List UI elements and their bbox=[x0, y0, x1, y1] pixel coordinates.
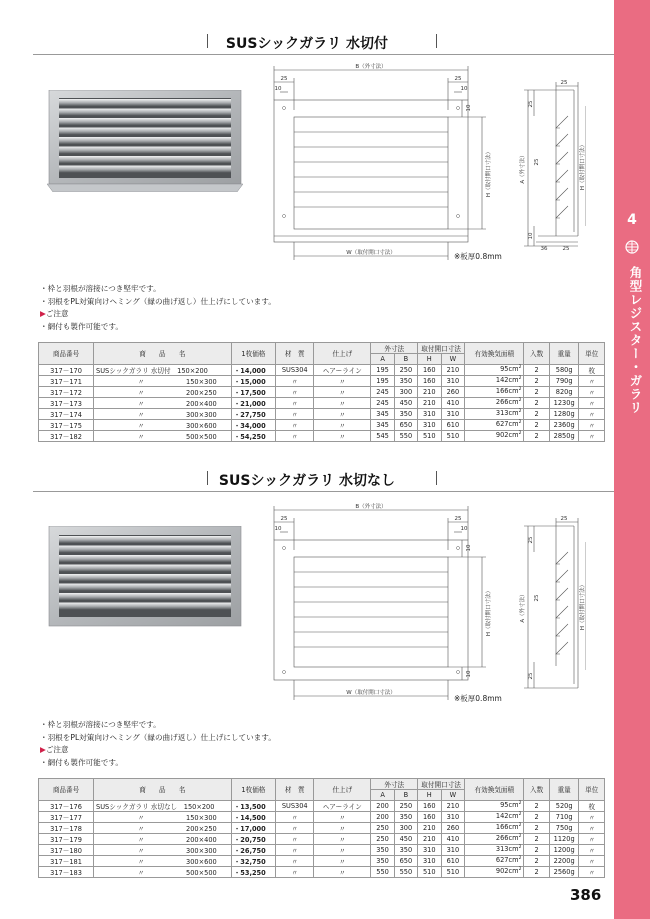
table-cell: ・32,750 bbox=[231, 855, 275, 866]
table-cell: ・14,000 bbox=[231, 364, 275, 375]
table-cell: 317－177 bbox=[39, 811, 94, 822]
table-header-cell: 入数 bbox=[524, 779, 549, 801]
table-cell: 300 bbox=[394, 822, 417, 833]
table-cell: 310 bbox=[441, 811, 465, 822]
table-header-cell: H bbox=[418, 354, 442, 365]
table-cell: 〃 bbox=[314, 844, 371, 855]
table-cell: 317－178 bbox=[39, 822, 94, 833]
table-cell: 〃 bbox=[579, 811, 605, 822]
table-cell: ヘアーライン bbox=[314, 364, 371, 375]
table-cell: 〃 bbox=[276, 375, 314, 386]
table-cell: 520g bbox=[549, 800, 579, 811]
dim-10-left: 10 bbox=[274, 526, 282, 532]
table-cell: 310 bbox=[441, 375, 465, 386]
side-dim-25-upper: 25 bbox=[528, 100, 534, 108]
table-cell: 317－180 bbox=[39, 844, 94, 855]
table-cell: 195 bbox=[371, 375, 394, 386]
table-cell: $142cm^2$ bbox=[465, 811, 524, 822]
table-cell: 210 bbox=[418, 822, 442, 833]
table-cell: 260 bbox=[441, 386, 465, 397]
table-cell: 2 bbox=[524, 408, 549, 419]
table-header-cell: A bbox=[371, 354, 394, 365]
table-cell: SUS304 bbox=[276, 800, 314, 811]
section-title: SUSシックガラリ 水切なし bbox=[218, 473, 396, 489]
chapter-label: 角型レジスター・ガラリ bbox=[628, 266, 643, 415]
table-cell: 345 bbox=[371, 419, 394, 430]
table-cell: 750g bbox=[549, 822, 579, 833]
table-cell: 550 bbox=[394, 430, 417, 441]
table-cell: 250 bbox=[394, 364, 417, 375]
table-cell: 195 bbox=[371, 364, 394, 375]
table-cell: ヘアーライン bbox=[314, 800, 371, 811]
table-cell: 〃 bbox=[314, 833, 371, 844]
table-cell: 610 bbox=[441, 855, 465, 866]
table-cell: $166cm^2$ bbox=[465, 386, 524, 397]
side-dim-25-bottom: 25 bbox=[562, 246, 570, 252]
spec-table bbox=[38, 778, 605, 878]
table-cell: 317－174 bbox=[39, 408, 94, 419]
table-cell: ・13,500 bbox=[231, 800, 275, 811]
table-cell: 550 bbox=[394, 866, 417, 877]
table-cell: 310 bbox=[441, 408, 465, 419]
table-cell: 〃 bbox=[579, 822, 605, 833]
table-cell: 317－183 bbox=[39, 866, 94, 877]
table-cell: 〃 150×300 bbox=[94, 811, 232, 822]
table-row bbox=[39, 430, 605, 441]
table-cell: $95cm^2$ bbox=[465, 364, 524, 375]
table-cell: 2 bbox=[524, 844, 549, 855]
page-number: 386 bbox=[570, 886, 602, 904]
caution-item: ・網付も製作可能です。 bbox=[40, 321, 123, 331]
table-cell: 2 bbox=[524, 833, 549, 844]
dim-25-right: 25 bbox=[454, 516, 462, 522]
table-cell: 〃 bbox=[276, 844, 314, 855]
table-cell: 〃 300×600 bbox=[94, 855, 232, 866]
dim-a-label: A（外寸法） bbox=[520, 591, 526, 623]
table-cell: 〃 bbox=[314, 822, 371, 833]
table-row bbox=[39, 811, 605, 822]
dim-h-label: H（取付開口寸法） bbox=[486, 148, 492, 198]
table-cell: $627cm^2$ bbox=[465, 419, 524, 430]
table-cell: 450 bbox=[394, 397, 417, 408]
feature-notes bbox=[40, 719, 276, 769]
table-cell: SUS304 bbox=[276, 364, 314, 375]
dim-h-label: H（取付開口寸法） bbox=[486, 587, 492, 637]
dim-10-top: 10 bbox=[466, 544, 472, 552]
table-cell: 160 bbox=[418, 375, 442, 386]
table-cell: 2 bbox=[524, 375, 549, 386]
table-cell: 410 bbox=[441, 833, 465, 844]
table-cell: 〃 bbox=[314, 811, 371, 822]
table-row bbox=[39, 343, 605, 354]
table-cell: SUSシックガラリ 水切付 150×200 bbox=[94, 364, 232, 375]
table-cell: ・21,000 bbox=[231, 397, 275, 408]
table-cell: 410 bbox=[441, 397, 465, 408]
table-cell: 〃 bbox=[579, 375, 605, 386]
table-cell: ・17,000 bbox=[231, 822, 275, 833]
table-cell: 〃 bbox=[579, 430, 605, 441]
table-header-cell: 商 品 名 bbox=[94, 343, 232, 365]
table-cell: 245 bbox=[371, 397, 394, 408]
table-header-cell: 材 質 bbox=[276, 343, 314, 365]
table-cell: 〃 200×400 bbox=[94, 397, 232, 408]
table-header-cell: 外寸法 bbox=[371, 779, 418, 790]
table-row bbox=[39, 844, 605, 855]
table-cell: SUSシックガラリ 水切なし 150×200 bbox=[94, 800, 232, 811]
table-cell: 550 bbox=[371, 866, 394, 877]
table-header-cell: 商品番号 bbox=[39, 779, 94, 801]
table-cell: 枚 bbox=[579, 364, 605, 375]
table-cell: 〃 bbox=[276, 397, 314, 408]
table-cell: 210 bbox=[441, 800, 465, 811]
table-cell: $142cm^2$ bbox=[465, 375, 524, 386]
dim-10-top: 10 bbox=[466, 104, 472, 112]
table-cell: 2 bbox=[524, 811, 549, 822]
table-header-cell: 仕上げ bbox=[314, 779, 371, 801]
table-header-cell: 材 質 bbox=[276, 779, 314, 801]
table-cell: 317－179 bbox=[39, 833, 94, 844]
side-dim-h-label: H（取付開口寸法） bbox=[580, 581, 586, 631]
table-cell: 545 bbox=[371, 430, 394, 441]
table-cell: 300 bbox=[394, 386, 417, 397]
table-cell: 〃 bbox=[314, 866, 371, 877]
table-cell: $266cm^2$ bbox=[465, 397, 524, 408]
table-cell: ・27,750 bbox=[231, 408, 275, 419]
table-cell: 317－182 bbox=[39, 430, 94, 441]
table-cell: 317－173 bbox=[39, 397, 94, 408]
table-cell: $902cm^2$ bbox=[465, 430, 524, 441]
table-cell: $902cm^2$ bbox=[465, 866, 524, 877]
pitch-dim: 25 bbox=[534, 594, 540, 602]
side-dim-h-label: H（取付開口寸法） bbox=[580, 141, 586, 191]
table-cell: 350 bbox=[394, 375, 417, 386]
table-cell: 610 bbox=[441, 419, 465, 430]
table-cell: 160 bbox=[418, 811, 442, 822]
table-cell: 〃 bbox=[276, 811, 314, 822]
table-header-cell: B bbox=[394, 354, 417, 365]
section-rule bbox=[33, 491, 614, 492]
table-cell: 1280g bbox=[549, 408, 579, 419]
table-header-cell: 商 品 名 bbox=[94, 779, 232, 801]
table-header-cell: 1枚価格 bbox=[231, 343, 275, 365]
table-header-cell: 重量 bbox=[549, 343, 579, 365]
table-row bbox=[39, 419, 605, 430]
note-item: ・枠と羽根が溶接につき堅牢です。 bbox=[40, 720, 161, 729]
note-item: ・羽根をPL対策向けヘミング（縁の曲げ返し）仕上げにしています。 bbox=[40, 296, 276, 306]
dim-b-label: B（外寸法） bbox=[355, 504, 387, 510]
table-header-cell: 仕上げ bbox=[314, 343, 371, 365]
table-cell: 1230g bbox=[549, 397, 579, 408]
table-cell: 350 bbox=[394, 408, 417, 419]
table-row bbox=[39, 408, 605, 419]
table-cell: 2 bbox=[524, 855, 549, 866]
caution-triangle-icon: ▶ bbox=[40, 309, 46, 319]
table-header-cell: 単位 bbox=[579, 343, 605, 365]
table-cell: 2 bbox=[524, 419, 549, 430]
caution-item: ・網付も製作可能です。 bbox=[40, 757, 123, 767]
product-photo bbox=[47, 526, 243, 628]
table-header-cell: 取付開口寸法 bbox=[418, 343, 465, 354]
table-cell: 〃 300×300 bbox=[94, 408, 232, 419]
dim-a-label: A（外寸法） bbox=[520, 152, 526, 184]
table-cell: 〃 300×600 bbox=[94, 419, 232, 430]
side-dim-25-top: 25 bbox=[560, 516, 568, 522]
table-cell: 〃 bbox=[314, 375, 371, 386]
table-cell: 350 bbox=[394, 811, 417, 822]
section-title: SUSシックガラリ 水切付 bbox=[225, 36, 389, 52]
dim-25-left: 25 bbox=[280, 76, 288, 82]
table-cell: 2 bbox=[524, 397, 549, 408]
table-cell: 350 bbox=[394, 844, 417, 855]
table-cell: ・54,250 bbox=[231, 430, 275, 441]
table-cell: 2560g bbox=[549, 866, 579, 877]
table-cell: 790g bbox=[549, 375, 579, 386]
table-cell: 2 bbox=[524, 386, 549, 397]
table-cell: 317－171 bbox=[39, 375, 94, 386]
table-cell: 210 bbox=[418, 397, 442, 408]
table-cell: 2 bbox=[524, 430, 549, 441]
side-dim-25-top: 25 bbox=[560, 80, 568, 86]
table-cell: 2360g bbox=[549, 419, 579, 430]
table-cell: 510 bbox=[441, 430, 465, 441]
table-cell: 2 bbox=[524, 866, 549, 877]
table-cell: 317－181 bbox=[39, 855, 94, 866]
table-cell: 〃 bbox=[314, 386, 371, 397]
table-cell: 580g bbox=[549, 364, 579, 375]
dim-10-bottom: 10 bbox=[466, 670, 472, 678]
plate-thickness-note: ※板厚0.8mm bbox=[454, 694, 502, 703]
front-drawing bbox=[262, 60, 502, 265]
table-header-cell: A bbox=[371, 790, 394, 801]
section-rule bbox=[33, 54, 614, 55]
spec-table bbox=[38, 342, 605, 442]
table-row bbox=[39, 866, 605, 877]
table-row bbox=[39, 397, 605, 408]
table-cell: 650 bbox=[394, 419, 417, 430]
table-cell: 510 bbox=[441, 866, 465, 877]
pitch-dim: 25 bbox=[534, 158, 540, 166]
table-cell: 〃 bbox=[314, 408, 371, 419]
dim-w-label: W（取付開口寸法） bbox=[346, 250, 396, 256]
table-cell: 〃 bbox=[276, 866, 314, 877]
side-dim-10-bottom: 10 bbox=[528, 232, 534, 240]
grille-icon bbox=[625, 240, 639, 254]
side-dim-25-upper: 25 bbox=[528, 536, 534, 544]
dim-10-right: 10 bbox=[460, 526, 468, 532]
table-cell: 345 bbox=[371, 408, 394, 419]
table-cell: $627cm^2$ bbox=[465, 855, 524, 866]
table-cell: $95cm^2$ bbox=[465, 800, 524, 811]
table-row bbox=[39, 386, 605, 397]
table-cell: 650 bbox=[394, 855, 417, 866]
note-item: ・羽根をPL対策向けヘミング（縁の曲げ返し）仕上げにしています。 bbox=[40, 732, 276, 742]
table-header-cell: B bbox=[394, 790, 417, 801]
table-cell: 〃 bbox=[276, 855, 314, 866]
table-cell: 310 bbox=[418, 844, 442, 855]
table-cell: 〃 bbox=[579, 386, 605, 397]
table-cell: 〃 500×500 bbox=[94, 866, 232, 877]
table-cell: 210 bbox=[418, 833, 442, 844]
table-header-cell: 有効換気面積 bbox=[465, 779, 524, 801]
table-cell: ・17,500 bbox=[231, 386, 275, 397]
table-cell: 317－172 bbox=[39, 386, 94, 397]
table-cell: 250 bbox=[371, 822, 394, 833]
table-row bbox=[39, 822, 605, 833]
table-cell: ・20,750 bbox=[231, 833, 275, 844]
table-header-cell: 取付開口寸法 bbox=[418, 779, 465, 790]
table-cell: 350 bbox=[371, 855, 394, 866]
side-drawing bbox=[506, 76, 586, 252]
table-cell: 317－175 bbox=[39, 419, 94, 430]
table-cell: 〃 bbox=[579, 866, 605, 877]
feature-notes bbox=[40, 283, 276, 333]
chapter-tab bbox=[614, 0, 650, 919]
table-row bbox=[39, 375, 605, 386]
table-cell: 〃 bbox=[579, 408, 605, 419]
table-cell: 〃 bbox=[579, 833, 605, 844]
table-cell: 2 bbox=[524, 800, 549, 811]
table-cell: 200 bbox=[371, 811, 394, 822]
side-drawing bbox=[506, 512, 586, 692]
table-row bbox=[39, 364, 605, 375]
table-header-cell: 有効換気面積 bbox=[465, 343, 524, 365]
table-cell: 310 bbox=[418, 408, 442, 419]
table-cell: ・26,750 bbox=[231, 844, 275, 855]
table-cell: 〃 200×250 bbox=[94, 822, 232, 833]
table-cell: $313cm^2$ bbox=[465, 408, 524, 419]
table-cell: 1200g bbox=[549, 844, 579, 855]
table-cell: 1120g bbox=[549, 833, 579, 844]
product-photo bbox=[47, 90, 243, 192]
table-cell: 710g bbox=[549, 811, 579, 822]
table-header-cell: 単位 bbox=[579, 779, 605, 801]
table-cell: 〃 bbox=[314, 855, 371, 866]
table-cell: 310 bbox=[441, 844, 465, 855]
table-row bbox=[39, 800, 605, 811]
table-header-cell: W bbox=[441, 354, 465, 365]
table-cell: $266cm^2$ bbox=[465, 833, 524, 844]
table-cell: $166cm^2$ bbox=[465, 822, 524, 833]
table-cell: ・15,000 bbox=[231, 375, 275, 386]
table-cell: 250 bbox=[394, 800, 417, 811]
table-cell: 450 bbox=[394, 833, 417, 844]
table-cell: 〃 200×400 bbox=[94, 833, 232, 844]
table-cell: 2 bbox=[524, 364, 549, 375]
table-cell: 200 bbox=[371, 800, 394, 811]
caution-triangle-icon: ▶ bbox=[40, 745, 46, 755]
table-cell: ・53,250 bbox=[231, 866, 275, 877]
table-cell: 310 bbox=[418, 419, 442, 430]
table-cell: 317－176 bbox=[39, 800, 94, 811]
note-item: ・枠と羽根が溶接につき堅牢です。 bbox=[40, 284, 161, 293]
table-cell: 〃 bbox=[314, 397, 371, 408]
table-cell: 〃 bbox=[579, 855, 605, 866]
table-cell: 160 bbox=[418, 364, 442, 375]
table-cell: 〃 200×250 bbox=[94, 386, 232, 397]
table-header-cell: 商品番号 bbox=[39, 343, 94, 365]
table-cell: 160 bbox=[418, 800, 442, 811]
table-cell: 2 bbox=[524, 822, 549, 833]
table-cell: 350 bbox=[371, 844, 394, 855]
table-cell: ・14,500 bbox=[231, 811, 275, 822]
table-cell: 2200g bbox=[549, 855, 579, 866]
table-cell: 317－170 bbox=[39, 364, 94, 375]
table-cell: 〃 bbox=[276, 408, 314, 419]
table-cell: 〃 150×300 bbox=[94, 375, 232, 386]
table-cell: 310 bbox=[418, 855, 442, 866]
side-dim-25-lower: 25 bbox=[528, 672, 534, 680]
table-row bbox=[39, 779, 605, 790]
table-cell: 〃 bbox=[276, 386, 314, 397]
table-cell: 〃 bbox=[276, 822, 314, 833]
front-drawing bbox=[262, 500, 502, 705]
table-row bbox=[39, 855, 605, 866]
table-cell: 枚 bbox=[579, 800, 605, 811]
side-dim-36: 36 bbox=[540, 246, 548, 252]
caution-heading: ▶ご注意 bbox=[40, 309, 69, 319]
table-header-cell: 1枚価格 bbox=[231, 779, 275, 801]
table-header-cell: 外寸法 bbox=[371, 343, 418, 354]
plate-thickness-note: ※板厚0.8mm bbox=[454, 252, 502, 261]
chapter-number: 4 bbox=[627, 212, 637, 228]
table-cell: 210 bbox=[418, 386, 442, 397]
table-cell: 〃 300×300 bbox=[94, 844, 232, 855]
table-cell: 260 bbox=[441, 822, 465, 833]
dim-10-right: 10 bbox=[460, 86, 468, 92]
table-cell: ・34,000 bbox=[231, 419, 275, 430]
table-cell: 250 bbox=[371, 833, 394, 844]
table-cell: 〃 bbox=[276, 430, 314, 441]
table-cell: 820g bbox=[549, 386, 579, 397]
table-cell: 510 bbox=[418, 430, 442, 441]
table-header-cell: 重量 bbox=[549, 779, 579, 801]
table-cell: $313cm^2$ bbox=[465, 844, 524, 855]
table-cell: 〃 500×500 bbox=[94, 430, 232, 441]
table-cell: 〃 bbox=[276, 833, 314, 844]
table-cell: 510 bbox=[418, 866, 442, 877]
table-header-cell: 入数 bbox=[524, 343, 549, 365]
table-cell: 〃 bbox=[579, 419, 605, 430]
dim-w-label: W（取付開口寸法） bbox=[346, 690, 396, 696]
dim-10-left: 10 bbox=[274, 86, 282, 92]
table-header-cell: W bbox=[441, 790, 465, 801]
table-row bbox=[39, 833, 605, 844]
table-cell: 〃 bbox=[314, 419, 371, 430]
table-cell: 〃 bbox=[314, 430, 371, 441]
table-cell: 245 bbox=[371, 386, 394, 397]
table-cell: 〃 bbox=[579, 844, 605, 855]
table-cell: 210 bbox=[441, 364, 465, 375]
table-cell: 〃 bbox=[579, 397, 605, 408]
table-cell: 〃 bbox=[276, 419, 314, 430]
table-header-cell: H bbox=[418, 790, 442, 801]
dim-b-label: B（外寸法） bbox=[355, 64, 387, 70]
dim-25-right: 25 bbox=[454, 76, 462, 82]
table-cell: 2850g bbox=[549, 430, 579, 441]
dim-25-left: 25 bbox=[280, 516, 288, 522]
caution-heading: ▶ご注意 bbox=[40, 745, 69, 755]
